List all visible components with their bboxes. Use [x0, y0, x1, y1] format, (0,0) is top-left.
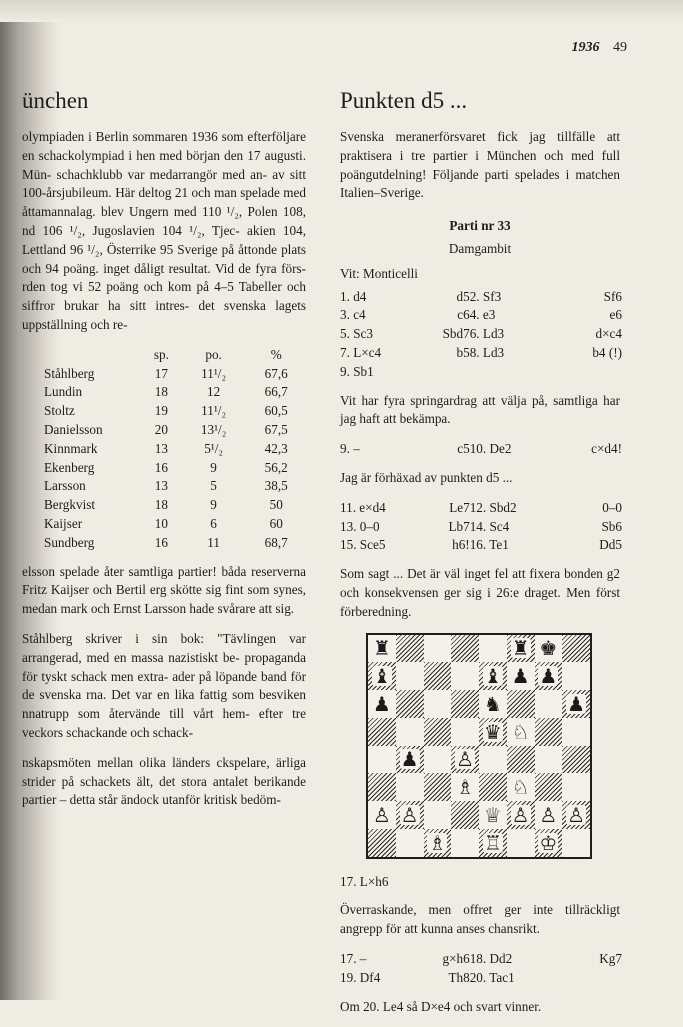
- board-square: [535, 746, 563, 774]
- board-square: [396, 718, 424, 746]
- black-move: d×c4: [595, 326, 622, 342]
- board-square: [424, 829, 452, 857]
- black-move: c6: [457, 307, 470, 323]
- board-square: [562, 635, 590, 663]
- player-row: [22, 421, 306, 440]
- player-name: Ståhlberg: [44, 365, 95, 381]
- white-player: Vit: Monticelli: [340, 265, 418, 281]
- opening-name: Damgambit: [448, 240, 512, 256]
- moves-block-1: [340, 288, 622, 382]
- white-move: 17. –: [340, 950, 367, 966]
- comment-5: Om 20. Le4 så D×e4 och svart vinner.: [340, 998, 542, 1014]
- white-move: 1. d4: [340, 288, 367, 304]
- chess-piece-icon: ♙: [400, 802, 419, 827]
- board-square: [479, 829, 507, 857]
- chess-piece-icon: ♝: [483, 664, 502, 689]
- board-square: [562, 662, 590, 690]
- board-square: [424, 690, 452, 718]
- moves-block-4: [340, 950, 622, 988]
- left-paragraph-2: elsson spelade åter samtliga partier! båda reserverna Fritz Kaijser och Bertil erg skötte sig fint som synes, medan mark och Ernst Larsson hade svårare att sig.: [22, 563, 306, 617]
- left-paragraph-3: Ståhlberg skriver i sin bok: "Tävlingen var arrangerad, med en massa nazistiskt be- propaganda för tyskt schack men extra- ader på löpande band för de svenska rna. Det var en lika fattig som besviken nnatrupp som återvände till vårt hem- efter tre veckors schackande och schack-: [22, 630, 306, 740]
- board-square: [562, 801, 590, 829]
- chess-piece-icon: ♔: [539, 830, 558, 855]
- player-name: Ekenberg: [44, 459, 95, 475]
- black-move: e6: [609, 307, 622, 323]
- board-square: [479, 746, 507, 774]
- player-row: [22, 534, 306, 553]
- header-sp: sp.: [153, 346, 169, 362]
- player-row: [22, 402, 306, 421]
- board-square: [396, 635, 424, 663]
- chess-piece-icon: ♛: [483, 719, 502, 744]
- intro-paragraph: Svenska meranerförsvaret fick jag tillfälle att praktisera i tre partier i München och med full poängutdelning! Följande parti spelades i matchen Italien–Sverige.: [340, 129, 620, 201]
- white-move: 13. 0–0: [340, 518, 380, 534]
- chess-piece-icon: ♖: [483, 830, 502, 855]
- player-row: [22, 515, 306, 534]
- player-points: 9: [210, 497, 217, 513]
- left-column: [22, 88, 306, 821]
- board-square: [507, 773, 535, 801]
- board-square: [535, 801, 563, 829]
- player-row: [22, 383, 306, 402]
- board-square: [507, 690, 535, 718]
- board-square: [535, 635, 563, 663]
- header-po: po.: [205, 346, 222, 362]
- board-square: [424, 801, 452, 829]
- board-square: [396, 662, 424, 690]
- move-row: [340, 344, 622, 363]
- board-square: [507, 746, 535, 774]
- board-square: [451, 829, 479, 857]
- chess-piece-icon: ♟: [539, 664, 558, 689]
- black-move: h6!: [452, 537, 470, 553]
- board-square: [479, 635, 507, 663]
- player-row: [22, 459, 306, 478]
- board-square: [451, 662, 479, 690]
- white-move: 14. Sc4: [469, 518, 510, 534]
- chess-piece-icon: ♟: [511, 664, 530, 689]
- board-square: [562, 773, 590, 801]
- player-row: [22, 365, 306, 384]
- white-move: 9. –: [340, 441, 360, 457]
- board-square: [451, 773, 479, 801]
- player-percent: 67,5: [264, 421, 288, 437]
- left-paragraph-1: olympiaden i Berlin sommaren 1936 som efterföljare en schackolympiad i hen med början den 17 augusti. Mün- schachklubb var medarrangör med an- av sitt 100-årsjubileum. Här deltog 21 och man spelade med åttamannalag. blev Ungern med 110 ¹/₂, Polen 108, nd 106 ¹/₂, Jugoslavien 104 ¹/₂, Tjec- akien 104, Lettland 96 ¹/₂, Österrike 95 Sverige på åttonde plats och 94 poäng. inget dåligt resultat. Vid de fyra förs- rden tog vi 52 poäng och kom på 4–5 Tabeller och siffror brukar ha sitt intres- det svenska lagets uppställning och re-: [22, 129, 306, 332]
- player-games: 20: [154, 421, 168, 437]
- chess-piece-icon: ♙: [372, 802, 391, 827]
- board-square: [368, 773, 396, 801]
- comment-2: Jag är förhäxad av punkten d5 ...: [340, 469, 513, 485]
- player-name: Larsson: [44, 478, 86, 494]
- chess-piece-icon: ♘: [511, 775, 530, 800]
- chess-piece-icon: ♟: [372, 691, 391, 716]
- player-points: 11¹/₂: [201, 365, 227, 381]
- game-title: Parti nr 33: [449, 218, 511, 234]
- black-move: [554, 969, 622, 988]
- board-square: [562, 690, 590, 718]
- board-square: [451, 746, 479, 774]
- chess-piece-icon: ♙: [539, 802, 558, 827]
- player-percent: 38,5: [264, 478, 288, 494]
- player-points: 5¹/₂: [204, 440, 223, 456]
- black-move: Lb7: [448, 518, 470, 534]
- black-move: Sf6: [603, 288, 622, 304]
- player-games: 18: [154, 497, 168, 513]
- board-square: [479, 718, 507, 746]
- player-games: 19: [154, 403, 168, 419]
- board-square: [368, 801, 396, 829]
- move-row: [340, 950, 622, 969]
- player-games: 10: [154, 515, 168, 531]
- player-points: 11: [207, 534, 220, 550]
- board-square: [507, 662, 535, 690]
- player-games: 13: [154, 440, 168, 456]
- player-games: 17: [154, 365, 168, 381]
- chess-piece-icon: ♜: [372, 636, 391, 661]
- player-percent: 56,2: [264, 459, 288, 475]
- board-square: [479, 801, 507, 829]
- board-square: [507, 718, 535, 746]
- white-move: 19. Df4: [340, 969, 381, 985]
- right-title: Punkten d5 ...: [340, 88, 468, 113]
- left-title: ünchen: [22, 88, 89, 113]
- player-percent: 68,7: [264, 534, 288, 550]
- board-square: [424, 718, 452, 746]
- white-move: 15. Sce5: [340, 537, 386, 553]
- board-square: [396, 801, 424, 829]
- board-square: [368, 662, 396, 690]
- white-move: 20. Tac1: [469, 969, 515, 985]
- player-points: 13¹/₂: [200, 421, 227, 437]
- white-move: 10. De2: [469, 441, 512, 457]
- chess-piece-icon: ♘: [511, 719, 530, 744]
- player-points: 5: [210, 478, 217, 494]
- player-points: 6: [210, 515, 217, 531]
- header-pct: %: [270, 346, 282, 362]
- player-percent: 67,6: [264, 365, 288, 381]
- player-games: 16: [154, 534, 168, 550]
- chess-piece-icon: ♗: [456, 775, 475, 800]
- player-games: 16: [154, 459, 168, 475]
- move-row: [340, 499, 622, 518]
- black-move: d5: [456, 288, 470, 304]
- black-move: Th8: [448, 969, 470, 985]
- player-percent: 42,3: [264, 440, 288, 456]
- player-name: Sundberg: [44, 534, 95, 550]
- black-move: Sb6: [601, 518, 622, 534]
- move-row: [340, 306, 622, 325]
- chess-piece-icon: ♟: [400, 747, 419, 772]
- moves-block-2: [340, 440, 622, 459]
- black-move: c×d4!: [591, 441, 622, 457]
- chess-piece-icon: ♙: [511, 802, 530, 827]
- white-move: 4. e3: [469, 307, 496, 323]
- white-move: 16. Te1: [469, 537, 509, 553]
- black-move: [554, 363, 622, 382]
- board-square: [368, 746, 396, 774]
- black-move: c5: [457, 441, 470, 457]
- player-percent: 50: [269, 497, 283, 513]
- player-points: 11¹/₂: [201, 403, 227, 419]
- running-header: [572, 40, 628, 56]
- move-row: [340, 969, 622, 988]
- board-square: [368, 829, 396, 857]
- board-square: [479, 773, 507, 801]
- player-row: [22, 477, 306, 496]
- player-name: Stoltz: [44, 403, 75, 419]
- white-move: [470, 363, 555, 382]
- white-move: 2. Sf3: [469, 288, 502, 304]
- chess-piece-icon: ♚: [539, 636, 558, 661]
- board-square: [396, 773, 424, 801]
- comment-3: Som sagt ... Det är väl inget fel att fixera bonden g2 och konsekvensen ger sig i 26:e draget. Men först förberedning.: [340, 566, 620, 619]
- top-shadow: [0, 0, 683, 22]
- team-table-header: [22, 346, 306, 365]
- board-square: [562, 718, 590, 746]
- comment-1: Vit har fyra springardrag att välja på, samtliga har jag haft att bekämpa.: [340, 392, 620, 427]
- player-points: 9: [210, 459, 217, 475]
- move-row: [340, 325, 622, 344]
- player-name: Bergkvist: [44, 497, 96, 513]
- chess-piece-icon: ♝: [372, 664, 391, 689]
- black-move: Dd5: [599, 537, 622, 553]
- page-number: 49: [613, 40, 627, 55]
- board-square: [535, 662, 563, 690]
- board-square: [479, 662, 507, 690]
- board-square: [479, 690, 507, 718]
- board-square: [396, 829, 424, 857]
- player-row: [22, 496, 306, 515]
- move-row: [340, 288, 622, 307]
- team-table: [22, 346, 306, 553]
- white-move: 8. Ld3: [469, 344, 505, 360]
- board-square: [535, 773, 563, 801]
- board-square: [451, 718, 479, 746]
- board-square: [451, 801, 479, 829]
- board-square: [535, 690, 563, 718]
- black-move: Kg7: [599, 950, 622, 966]
- chess-board-diagram: [366, 633, 592, 859]
- board-square: [396, 746, 424, 774]
- left-paragraph-4: nskapsmöten mellan olika länders ckspelare, ärliga strider på schackets ält, det stora antalet berikande partier – detta står ändock utanför kritisk bedöm-: [22, 754, 306, 808]
- player-percent: 60,5: [264, 403, 288, 419]
- header-name: [22, 346, 142, 365]
- board-square: [535, 829, 563, 857]
- white-move: 7. L×c4: [340, 344, 382, 360]
- chess-piece-icon: ♙: [456, 747, 475, 772]
- board-square: [535, 718, 563, 746]
- move-17: 17. L×h6: [340, 873, 389, 889]
- player-name: Danielsson: [44, 421, 103, 437]
- black-move: g×h6: [442, 950, 470, 966]
- player-name: Kaijser: [44, 515, 83, 531]
- player-games: 13: [154, 478, 168, 494]
- black-move: b4 (!): [592, 344, 622, 360]
- move-row: [340, 518, 622, 537]
- board-square: [507, 801, 535, 829]
- board-square: [451, 690, 479, 718]
- player-percent: 66,7: [264, 384, 288, 400]
- black-move: [419, 363, 470, 382]
- black-move: Sbd7: [442, 326, 470, 342]
- move-row: [340, 440, 622, 459]
- white-move: 5. Sc3: [340, 326, 373, 342]
- white-move: 6. Ld3: [469, 326, 505, 342]
- board-square: [424, 635, 452, 663]
- chess-piece-icon: ♙: [567, 802, 586, 827]
- player-row: [22, 440, 306, 459]
- white-move: 3. c4: [340, 307, 366, 323]
- white-move: 9. Sb1: [340, 363, 374, 379]
- white-move: 18. Dd2: [469, 950, 513, 966]
- player-name: Kinnmark: [44, 440, 98, 456]
- board-square: [424, 746, 452, 774]
- black-move: 0–0: [602, 499, 622, 515]
- chess-piece-icon: ♟: [567, 691, 586, 716]
- board-square: [507, 635, 535, 663]
- board-square: [562, 746, 590, 774]
- black-move: b5: [456, 344, 470, 360]
- moves-block-3: [340, 499, 622, 555]
- chess-piece-icon: ♕: [483, 802, 502, 827]
- player-games: 18: [154, 384, 168, 400]
- white-move: 11. e×d4: [340, 499, 386, 515]
- board-square: [424, 662, 452, 690]
- board-square: [562, 829, 590, 857]
- comment-4: Överraskande, men offret ger inte tillräckligt angrepp för att kunna anses chansrikt.: [340, 902, 620, 937]
- board-square: [396, 690, 424, 718]
- chess-piece-icon: ♜: [511, 636, 530, 661]
- black-move: Le7: [449, 499, 470, 515]
- chess-piece-icon: ♞: [483, 691, 502, 716]
- player-name: Lundin: [44, 384, 83, 400]
- header-year: 1936: [571, 40, 600, 55]
- player-percent: 60: [269, 515, 283, 531]
- board-square: [424, 773, 452, 801]
- player-points: 12: [207, 384, 221, 400]
- board-square: [368, 718, 396, 746]
- board-square: [451, 635, 479, 663]
- move-row: [340, 363, 622, 382]
- chess-piece-icon: ♗: [428, 830, 447, 855]
- move-row: [340, 536, 622, 555]
- board-square: [368, 635, 396, 663]
- right-column: [340, 88, 620, 1027]
- board-square: [368, 690, 396, 718]
- board-square: [507, 829, 535, 857]
- white-move: 12. Sbd2: [469, 499, 517, 515]
